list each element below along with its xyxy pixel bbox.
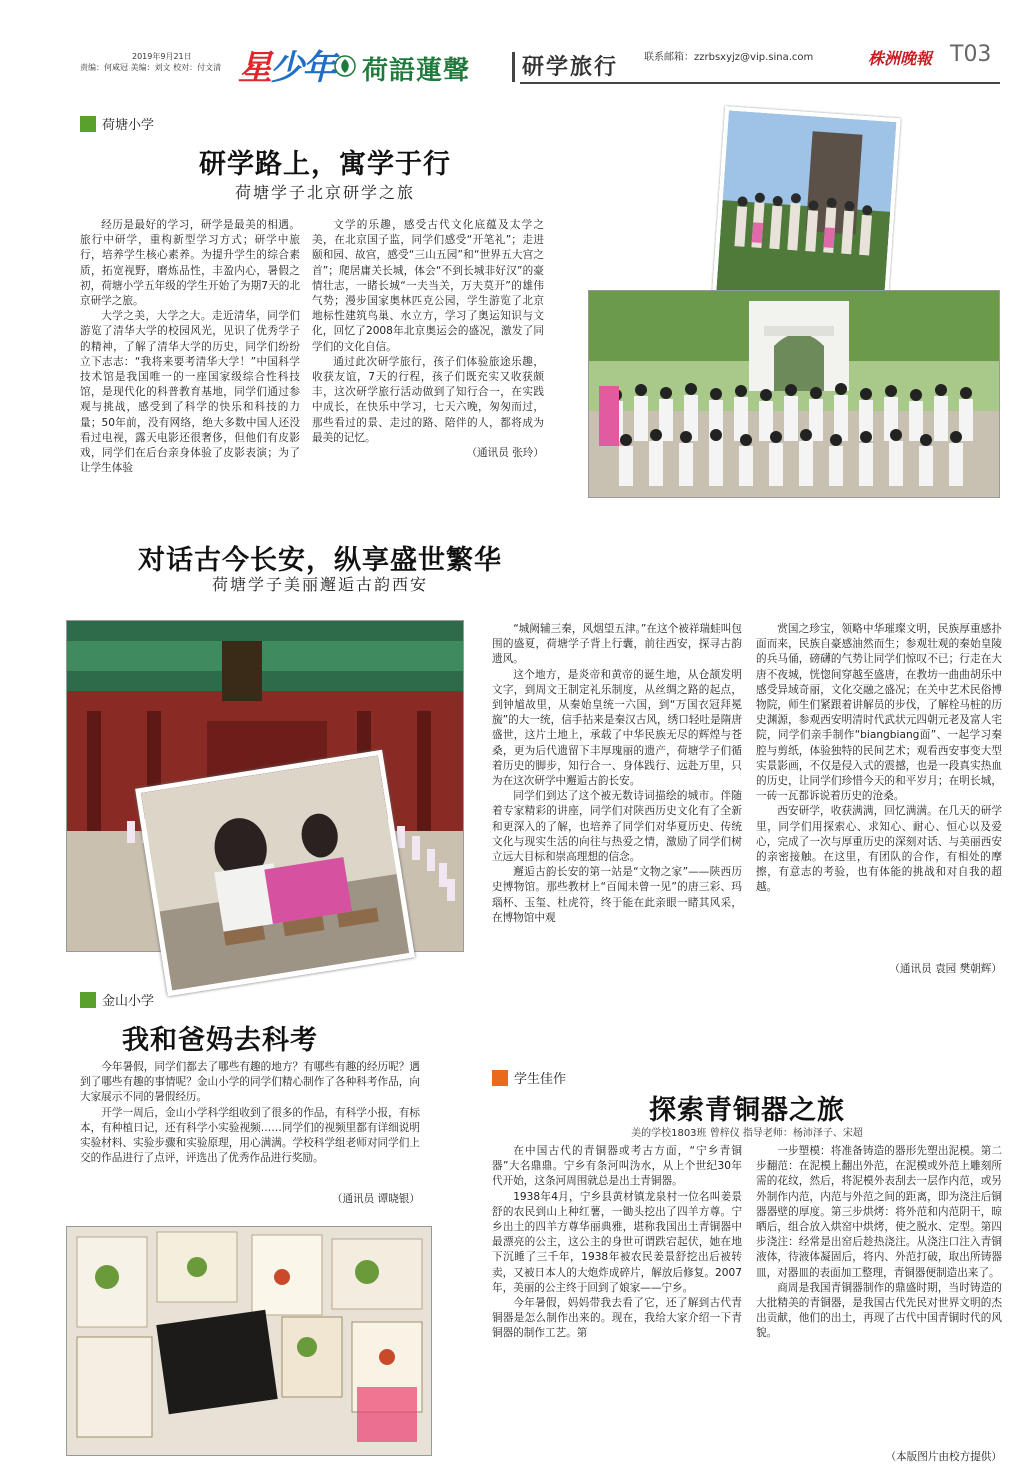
article3-title: 我和爸妈去科考 (122, 1025, 318, 1056)
article1-column2 (312, 218, 544, 498)
lotus-leaf-icon (334, 55, 356, 77)
clay-workshop-photo (135, 750, 415, 997)
issue-date: 2019年9月21日 (132, 52, 192, 61)
section-title: 研学旅行 (522, 55, 619, 80)
article2-column2 (756, 622, 1002, 974)
star-youth-logo-part2: 少年 (270, 48, 334, 88)
article3-credit: （通讯员 谭晓银） (331, 1193, 420, 1205)
tag-label: 荷塘小学 (102, 118, 155, 133)
paragraph: 今年暑假，同学们都去了哪些有趣的地方？有哪些有趣的经历呢？遇到了哪些有趣的事情呢？金山小学的同学们精心制作了各种科考作品，向大家展示不同的暑假经历。 (80, 1061, 420, 1104)
article1-column1 (80, 218, 300, 498)
article4-byline: 美的学校1803班 曾梓仪 指导老师：杨沛泽子、宋超 (631, 1128, 863, 1139)
paragraph: 赏国之珍宝，领略中华璀璨文明，民族厚重感扑面而来，民族自豪感油然而生；参观壮观的秦始皇陵的兵马俑，磅礴的气势让同学们惊叹不已；行走在大唐不夜城，恍惚间穿越至盛唐，在教坊一曲曲胡乐中感受异域奇丽，文化交融之盛况；在关中艺术民俗博物院，师生们紧跟着讲解员的步伐，了解栓马桩的历史渊源，参观西安明清时代武状元四朝元老及富人宅院，同学们亲手制作“biangbiang面”、一起学习秦腔与剪纸，体验独特的民间艺术；观看西安事变大型实景影画，不仅是侵入式的震撼，也是一段真实热血的历史，让同学们珍惜今天的和平岁月；在明长城，一砖一瓦都诉说着历史的沧桑。 (756, 623, 1002, 803)
paragraph: 一步塑模：将准备铸造的器形先塑出泥模。第二步翻范：在泥模上翻出外范，在泥模或外范上雕刻所需的花纹，然后，将泥模外表刮去一层作内范，或另外制作内范，内范与外范之间的距离，即为浇注后铜器器壁的厚度。第三步烘烤：将外范和内范阴干，晾晒后，组合放入烘窑中烘烤，使之脱水、定型。第四步浇注：经常是出窑后趁热浇注。从浇注口注入青铜液体，待液体凝固后，将内、外范打破，取出所铸器皿，对器皿的表面加工整理，青铜器便制造出来了。 (756, 1145, 1002, 1279)
paragraph: 在中国古代的青铜器或考古方面，“宁乡青铜器”大名鼎鼎。宁乡有条河叫沩水，从上个世纪30年代开始，这条河周围就总是出土青铜器。 (492, 1145, 742, 1188)
paragraph: 经历是最好的学习，研学是最美的相遇。旅行中研学，重构新型学习方式；研学中旅行，培养学生核心素养。为提升学生的综合素质，拓宽视野，磨炼品性，丰盈内心，暑假之初，荷塘小学五年级的学生开始了为期7天的北京研学之旅。 (80, 219, 300, 308)
article3-body (80, 1060, 420, 1190)
science-projects-photo (66, 1226, 432, 1456)
great-wall-group-photo (711, 106, 901, 318)
student-works-tag (492, 1068, 566, 1087)
photo-source-credit: （本版图片由校方提供） (885, 1451, 1002, 1463)
page-number: T03 (950, 42, 992, 67)
paragraph: 1938年4月，宁乡县黄材镇龙泉村一位名叫姜景舒的农民到山上种红薯，一锄头挖出了四羊方尊。宁乡出土的四羊方尊华丽典雅，堪称我国出土青铜器中最漂亮的公主，这公主的身世可谓跌宕起伏，她在地下沉睡了三千年，1938年被农民姜景舒挖出后被转卖，又被日本人的大炮炸成碎片，解放后修复。2007年，美丽的公主终于回到了娘家——宁乡。 (492, 1190, 742, 1294)
school-tag-jinshan (80, 990, 154, 1009)
paragraph: 这个地方，是炎帝和黄帝的诞生地，从仓颉发明文字，到周文王制定礼乐制度，从丝绸之路的起点，到钟馗故里，从秦始皇统一六国，到“万国衣冠拜冕旒”的大一统，信手拈来是秦汉古风，绣口轻吐是隋唐盛世，这片土地上，承载了中华民族无尽的辉煌与苍桑，更为后代遗留下丰厚瑰丽的遗产，荷塘学子们循着历史的脚步，知行合一、身体践行、远赴万里，只为在这次研学中邂逅古韵长安。 (492, 668, 742, 788)
article1-title: 研学路上，寓学于行 (199, 149, 451, 180)
lotus-column-logo: 荷語蓮聲 (362, 56, 471, 86)
paragraph: 大学之美，大学之大。走近清华，同学们游览了清华大学的校园风光，见识了优秀学子的精神，了解了清华大学的历史，同学们纷纷立下志志：“我将来要考清华大学！”中国科学技术馆是我国唯一的一座国家级综合性科技馆，是现代化的科普教育基地，同学们通过参观与挑战，感受到了科学的快乐和科技的力量；50年前，没有网络，绝大多数中国人还没看过电视，露天电影还很奢侈，但他们有皮影戏，同学们在后台亲身体验了皮影表演；为了让学生体验 (80, 310, 300, 475)
paragraph: “城阙辅三秦，风烟望五津。”在这个被祥瑞蛙叫包围的盛夏，荷塘学子背上行囊，前往西安，探寻古韵遗风。 (492, 623, 742, 666)
tag-square (492, 1070, 508, 1086)
paragraph: 西安研学，收获满满，回忆满满。在几天的研学里，同学们用探索心、求知心、耐心、恒心以及爱心，完成了一次与厚重历史的深刻对话、与美丽西安的亲密接触。在这里，有团队的合作，有相处的摩擦，有意志的考验，也有体能的挑战和对自我的超越。 (756, 805, 1002, 894)
article4-column1 (492, 1144, 742, 1450)
article2-subtitle: 荷塘学子美丽邂逅古韵西安 (211, 575, 428, 594)
tag-square (80, 992, 96, 1008)
paragraph: 今年暑假，妈妈带我去看了它，还了解到古代青铜器是怎么制作出来的。现在，我给大家介绍一下青铜器的制作工艺。第 (492, 1297, 742, 1340)
section-divider (512, 52, 515, 82)
paragraph: 商周是我国青铜器制作的鼎盛时期，当时铸造的大批精美的青铜器，是我国古代先民对世界文明的杰出贡献，他们的出土，再现了古代中国青铜时代的风貌。 (756, 1281, 1002, 1340)
school-tag-hetang (80, 114, 154, 133)
article2-credit: （通讯员 袁园 樊朝辉） (889, 963, 1002, 975)
paragraph: 邂逅古韵长安的第一站是“文物之家”——陕西历史博物馆。那些教材上“百闻未曾一见”的唐三彩、玛瑙杯、玉玺、杜虎符，终于能在此亲眼一睹其风采，在博物馆中观 (492, 866, 742, 924)
article1-credit: （通讯员 张玲） (466, 447, 544, 460)
article4-column2 (756, 1144, 1002, 1450)
article1-subtitle: 荷塘学子北京研学之旅 (234, 183, 415, 202)
article2-title: 对话古今长安，纵享盛世繁华 (138, 545, 502, 576)
tag-square (80, 116, 96, 132)
paragraph: 文学的乐趣，感受古代文化底蕴及太学之美，在北京国子监，同学们感受“开笔礼”；走进颐和园、故宫，感受“三山五园”和“世界五大宫之首”；爬居庸关长城，体会“不到长城非好汉”的豪情壮志，一睹长城“一夫当关，万夫莫开”的雄伟气势；漫步国家奥林匹克公园，学生游览了北京地标性建筑鸟巢、水立方，学习了奥运知识与文化，回忆了2008年北京奥运会的盛况，激发了同学们的文化自信。 (312, 219, 544, 353)
tag-label: 学生佳作 (514, 1072, 567, 1087)
paragraph: 同学们到达了这个被无数诗词描绘的城市。伴随着专家精彩的讲座，同学们对陕西历史文化有了全新和更深入的了解，也培养了同学们对华夏历史、传统文化与现实生活的向往与热爱之情，激励了同学们树立远大目标和崇高理想的信念。 (492, 790, 742, 864)
newspaper-logo: 株洲晚報 (868, 49, 933, 68)
paragraph: 开学一周后，金山小学科学组收到了很多的作品，有科学小报，有标本，有种植日记，还有科学小实验视频……同学们的视频里都有详细说明实验材料、实验步骤和实验原理，用心满满。学校科学组老师对同学们上交的作品进行了点评，评选出了优秀作品进行奖励。 (80, 1106, 420, 1165)
tag-label: 金山小学 (102, 994, 155, 1009)
paragraph: 通过此次研学旅行，孩子们体验旅途乐趣，收获友谊，7天的行程，孩子们既充实又收获颇丰，这次研学旅行活动做到了知行合一，在实践中成长，在快乐中学习，七天六晚，匆匆而过，那些看过的景、走过的路、陪伴的人，都将成为最美的记忆。 (312, 355, 544, 444)
star-youth-logo (238, 40, 334, 89)
star-youth-logo-part1: 星 (238, 48, 270, 88)
header-rule (520, 82, 1000, 84)
article4-title: 探索青铜器之旅 (649, 1095, 845, 1126)
contact-email: 联系邮箱：zzrbsxyjz@vip.sina.com (644, 52, 814, 63)
editor-credits: 责编：何咸冠 美编：刘文 校对：付文清 (80, 63, 222, 72)
article2-column1 (492, 622, 742, 974)
tsinghua-gate-group-photo (588, 290, 1000, 498)
